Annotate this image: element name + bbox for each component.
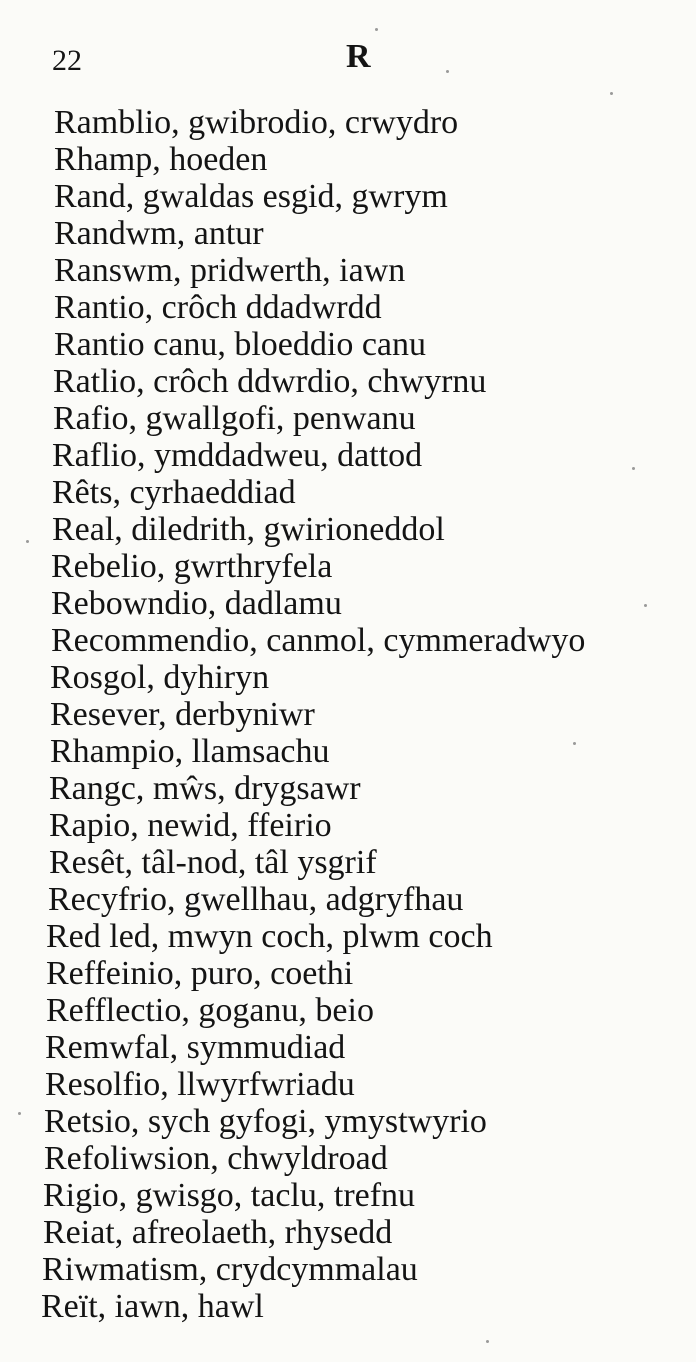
print-speck — [632, 467, 635, 470]
list-item: Riwmatism, crydcymmalau — [42, 1251, 418, 1288]
print-speck — [26, 540, 29, 543]
list-item: Refflectio, goganu, beio — [46, 992, 374, 1029]
print-speck — [610, 92, 613, 95]
list-item: Rand, gwaldas esgid, gwrym — [54, 178, 448, 215]
print-speck — [18, 1112, 21, 1115]
list-item: Ramblio, gwibrodio, crwydro — [54, 104, 459, 141]
list-item: Rapio, newid, ffeirio — [49, 807, 332, 844]
list-item: Real, diledrith, gwirioneddol — [52, 511, 445, 548]
list-item: Rosgol, dyhiryn — [50, 659, 270, 696]
list-item: Resever, derbyniwr — [50, 696, 315, 733]
list-item: Rafio, gwallgofi, penwanu — [53, 400, 416, 437]
list-item: Randwm, antur — [54, 215, 264, 252]
print-speck — [644, 604, 647, 607]
list-item: Remwfal, symmudiad — [45, 1029, 346, 1066]
list-item: Rhamp, hoeden — [54, 141, 268, 178]
list-item: Ratlio, crôch ddwrdio, chwyrnu — [53, 363, 487, 400]
list-item: Rigio, gwisgo, taclu, trefnu — [43, 1177, 416, 1214]
page-number: 22 — [52, 44, 82, 77]
list-item: Refoliwsion, chwyldroad — [44, 1140, 388, 1177]
list-item: Rantio, crôch ddadwrdd — [54, 289, 382, 326]
print-speck — [573, 742, 576, 745]
list-item: Red led, mwyn coch, plwm coch — [46, 918, 493, 955]
print-speck — [486, 1340, 489, 1343]
list-item: Rangc, mŵs, drygsawr — [49, 770, 361, 807]
section-letter: R — [346, 38, 371, 75]
list-item: Retsio, sych gyfogi, ymystwyrio — [44, 1103, 487, 1140]
list-item: Reït, iawn, hawl — [41, 1288, 264, 1325]
print-speck — [375, 28, 378, 31]
list-item: Recyfrio, gwellhau, adgryfhau — [48, 881, 464, 918]
list-item: Resêt, tâl-nod, tâl ysgrif — [49, 844, 377, 881]
list-item: Rebelio, gwrthryfela — [51, 548, 333, 585]
page-header — [0, 38, 696, 88]
list-item: Recommendio, canmol, cymmeradwyo — [51, 622, 586, 659]
list-item: Rantio canu, bloeddio canu — [54, 326, 427, 363]
list-item: Reffeinio, puro, coethi — [46, 955, 354, 992]
print-speck — [446, 70, 449, 73]
list-item: Rebowndio, dadlamu — [51, 585, 342, 622]
list-item: Ranswm, pridwerth, iawn — [54, 252, 406, 289]
list-item: Rhampio, llamsachu — [50, 733, 330, 770]
list-item: Raflio, ymddadweu, dattod — [52, 437, 423, 474]
list-item: Rêts, cyrhaeddiad — [52, 474, 296, 511]
list-item: Resolfio, llwyrfwriadu — [45, 1066, 355, 1103]
list-item: Reiat, afreolaeth, rhysedd — [43, 1214, 393, 1251]
